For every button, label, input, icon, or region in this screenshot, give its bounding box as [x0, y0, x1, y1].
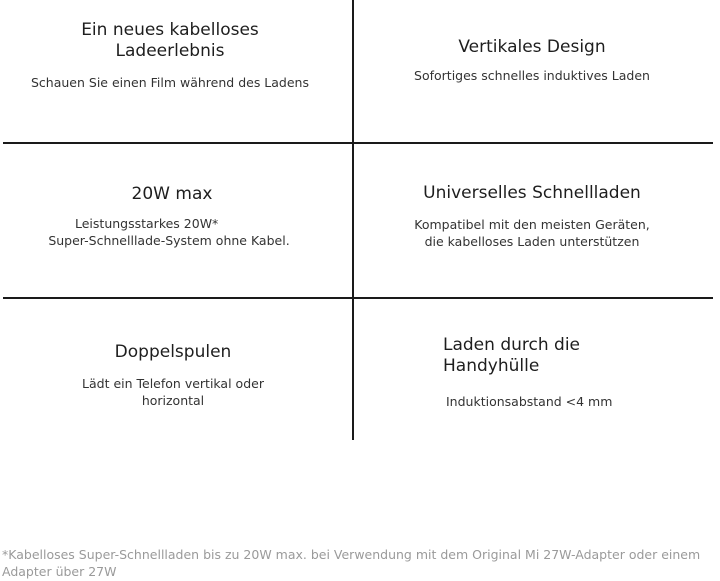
feature-title: Vertikales Design [458, 37, 606, 57]
horizontal-divider-bottom [3, 297, 713, 299]
horizontal-divider-top [3, 142, 713, 144]
feature-description: Kompatibel mit den meisten Geräten, die kabelloses Laden unterstützen [414, 217, 650, 249]
feature-title: Doppelspulen [114, 342, 232, 362]
feature-charging-through-case [443, 335, 713, 410]
feature-title: Ein neues kabelloses Ladeerlebnis [81, 20, 259, 61]
feature-description: Schauen Sie einen Film während des Ladens [30, 75, 309, 90]
feature-dual-coils [0, 342, 346, 409]
feature-description: Induktionsabstand <4 mm [446, 394, 613, 409]
feature-vertical-design [354, 37, 710, 84]
feature-description: Leistungsstarkes 20W* Super-Schnelllade-System ohne Kabel. [48, 216, 290, 248]
footnote: *Kabelloses Super-Schnellladen bis zu 20W max. bei Verwendung mit dem Original Mi 27W-Adapter oder einem Adapter über 27W [2, 547, 701, 579]
feature-20w-max [0, 184, 344, 249]
feature-description: Sofortiges schnelles induktives Laden [414, 68, 650, 83]
feature-title: Universelles Schnellladen [423, 183, 641, 203]
feature-wireless-experience [0, 20, 340, 91]
feature-title: 20W max [131, 184, 213, 204]
feature-description: Lädt ein Telefon vertikal oder horizontal [82, 376, 264, 408]
feature-universal-fast-charging [354, 183, 710, 250]
feature-title: Laden durch die Handyhülle [443, 335, 580, 376]
